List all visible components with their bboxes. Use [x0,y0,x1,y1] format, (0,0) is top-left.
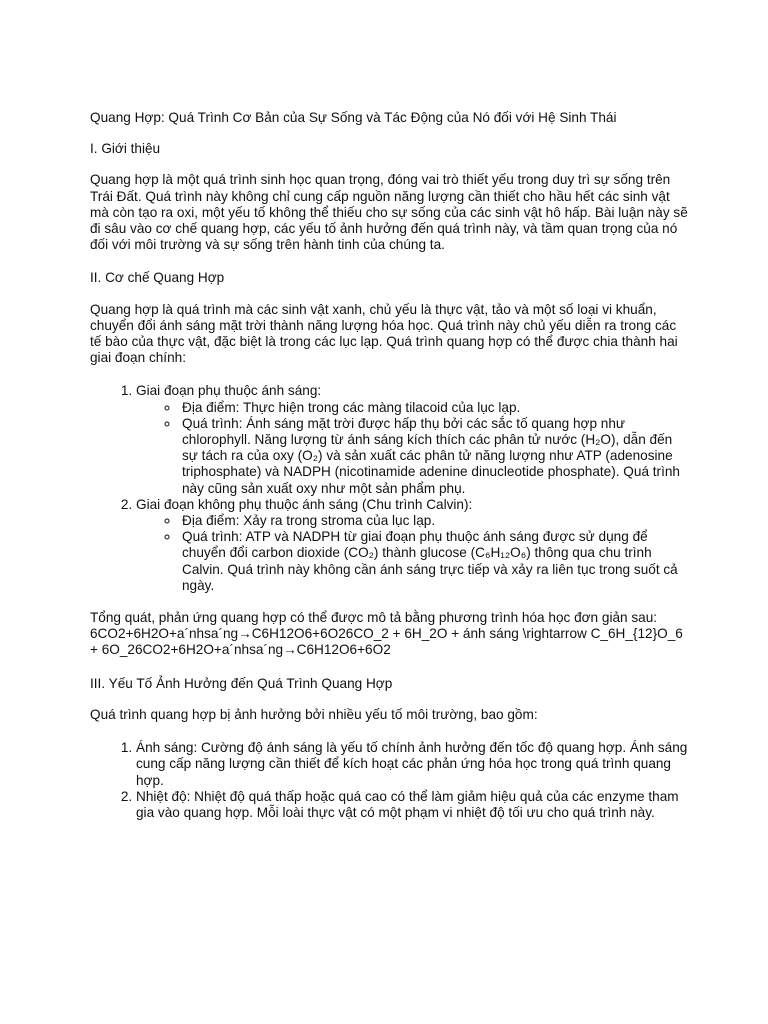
document-page [90,110,690,821]
mechanism-paragraph: Quang hợp là quá trình mà các sinh vật xanh, chủ yếu là thực vật, tảo và một số loại vi khuẩn, chuyển đổi ánh sáng mặt trời thành năng lượng hóa học. Quá trình này chủ yếu diễn ra trong các tế bào của thực vật, đặc biệt là trong các lục lạp. Quá trình quang hợp có thể được chia thành hai giai đoạn chính: [90,301,678,366]
document-title: Quang Hợp: Quá Trình Cơ Bản của Sự Sống và Tác Động của Nó đối với Hệ Sinh Thái [90,110,617,125]
photosynthesis-stages-list [90,383,690,594]
list-item: ◦ Quá trình: ATP và NADPH từ giai đoạn phụ thuộc ánh sáng được sử dụng để chuyển đổi carbon dioxide (CO₂) thành glucose (C₆H₁₂O₆) thông qua chu trình Calvin. Quá trình này không cần ánh sáng trực tiếp và xảy ra liên tục trong suốt cả ngày. [180,529,690,594]
section-heading-factors: III. Yếu Tố Ảnh Hưởng đến Quá Trình Quang Hợp [90,675,393,691]
list-item: 1. Ánh sáng: Cường độ ánh sáng là yếu tố chính ảnh hưởng đến tốc độ quang hợp. Ánh sáng cung cấp năng lượng cần thiết để kích hoạt các phản ứng hóa học trong quá trình quang hợp. [136,740,690,789]
list-item: ◦ Quá trình: Ánh sáng mặt trời được hấp thụ bởi các sắc tố quang hợp như chlorophyll. Năng lượng từ ánh sáng kích thích các phân tử nước (H₂O), dẫn đến sự tách ra của oxy (O₂) và sản xuất các phân tử năng lượng như ATP (adenosine triphosphate) và NADPH (nicotinamide adenine dinucleotide phosphate). Quá trình này cũng sản xuất oxy như một sản phẩm phụ. [180,416,690,497]
list-item: ◦ Địa điểm: Thực hiện trong các màng tilacoid của lục lạp. [180,400,690,416]
stage-details-list [136,513,690,594]
introduction-paragraph: Quang hợp là một quá trình sinh học quan trọng, đóng vai trò thiết yếu trong duy trì sự sống trên Trái Đất. Quá trình này không chỉ cung cấp nguồn năng lượng cần thiết cho hầu hết các sinh vật mà còn tạo ra oxi, một yếu tố không thể thiếu cho sự sống của các sinh vật hô hấp. Bài luận này sẽ đi sâu vào cơ chế quang hợp, các yếu tố ảnh hưởng đến quá trình này, và tầm quan trọng của nó đối với môi trường và sự sống trên hành tinh của chúng ta. [90,172,688,253]
list-item [136,383,690,496]
equation-paragraph: Tổng quát, phản ứng quang hợp có thể được mô tả bằng phương trình hóa học đơn giản sau: 6CO2+6H2O+a´nhsa´ng→C6H12O6+6O26CO_2 + 6H_2O + ánh sáng \rightarrow C_6H_{12}O_6 + 6O_26CO2+6H2O+a´nhsa´ng→C6H12O6+6O2 [90,610,683,658]
stage-details-list [136,400,690,497]
stage-label: Giai đoạn phụ thuộc ánh sáng: [136,383,322,399]
list-item: ◦ Địa điểm: Xảy ra trong stroma của lục lạp. [180,513,690,529]
section-heading-introduction: I. Giới thiệu [90,141,161,157]
stage-label: Giai đoạn không phụ thuộc ánh sáng (Chu trình Calvin): [136,496,473,512]
list-item: 2. Nhiệt độ: Nhiệt độ quá thấp hoặc quá cao có thể làm giảm hiệu quả của các enzyme tham gia vào quang hợp. Mỗi loài thực vật có một phạm vi nhiệt độ tối ưu cho quá trình này. [136,789,690,821]
list-item [136,497,690,594]
factors-intro: Quá trình quang hợp bị ảnh hưởng bởi nhiều yếu tố môi trường, bao gồm: [90,706,538,722]
section-heading-mechanism: II. Cơ chế Quang Hợp [90,270,225,286]
factors-list [90,740,690,821]
